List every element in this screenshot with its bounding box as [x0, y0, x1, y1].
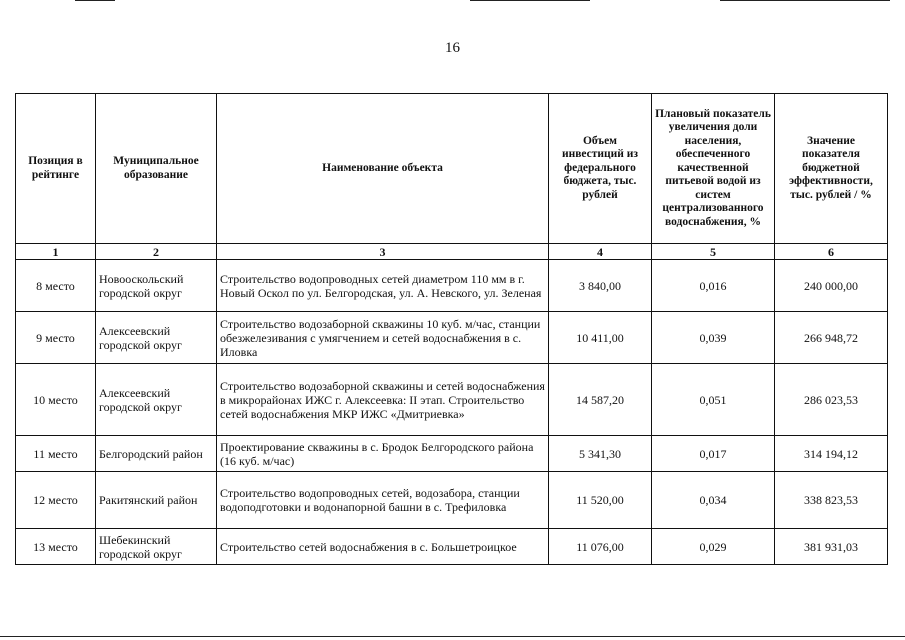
rating-table	[15, 93, 888, 565]
table-row	[16, 472, 888, 529]
column-number: 1	[16, 244, 96, 260]
top-edge-line-right	[720, 0, 890, 1]
top-edge-line-middle	[470, 0, 590, 1]
cell-object: Строительство водопроводных сетей диаметром 110 мм в г. Новый Оскол по ул. Белгородская, ул. А. Невского, ул. Зеленая	[217, 260, 549, 312]
page-number: 16	[445, 40, 460, 56]
table-row	[16, 260, 888, 312]
table-row	[16, 312, 888, 364]
cell-indicator: 0,039	[652, 312, 775, 364]
cell-efficiency: 381 931,03	[775, 529, 888, 565]
cell-municipality: Ракитянский район	[96, 472, 217, 529]
top-edge-line-left	[75, 0, 115, 1]
column-number: 4	[549, 244, 652, 260]
cell-object: Строительство сетей водоснабжения в с. Большетроицкое	[217, 529, 549, 565]
cell-investment: 5 341,30	[549, 436, 652, 472]
cell-object: Строительство водозаборной скважины и сетей водоснабжения в микрорайонах ИЖС г. Алексеевка: II этап. Строительство сетей водоснабжения МКР ИЖС «Дмитриевка»	[217, 364, 549, 436]
cell-investment: 3 840,00	[549, 260, 652, 312]
table-row	[16, 436, 888, 472]
cell-position: 9 место	[16, 312, 96, 364]
table-row	[16, 529, 888, 565]
cell-indicator: 0,016	[652, 260, 775, 312]
cell-efficiency: 266 948,72	[775, 312, 888, 364]
cell-municipality: Алексеевский городской округ	[96, 364, 217, 436]
cell-indicator: 0,017	[652, 436, 775, 472]
cell-position: 10 место	[16, 364, 96, 436]
header-indicator: Плановый показатель увеличения доли населения, обеспеченного качественной питьевой водой из систем централизованного водоснабжения, %	[652, 94, 775, 244]
cell-position: 12 место	[16, 472, 96, 529]
header-object: Наименование объекта	[217, 94, 549, 244]
table-header-row	[16, 94, 888, 244]
cell-indicator: 0,029	[652, 529, 775, 565]
cell-object: Проектирование скважины в с. Бродок Белгородского района (16 куб. м/час)	[217, 436, 549, 472]
cell-municipality: Шебекинский городской округ	[96, 529, 217, 565]
column-number: 5	[652, 244, 775, 260]
bottom-edge-line	[0, 636, 905, 637]
table-row	[16, 364, 888, 436]
cell-municipality: Белгородский район	[96, 436, 217, 472]
cell-object: Строительство водопроводных сетей, водозабора, станции водоподготовки и водонапорной башни в с. Трефиловка	[217, 472, 549, 529]
cell-indicator: 0,034	[652, 472, 775, 529]
cell-object: Строительство водозаборной скважины 10 куб. м/час, станции обезжелезивания с умягчением и сетей водоснабжения в с. Иловка	[217, 312, 549, 364]
cell-municipality: Алексеевский городской округ	[96, 312, 217, 364]
cell-efficiency: 314 194,12	[775, 436, 888, 472]
column-number: 6	[775, 244, 888, 260]
cell-position: 11 место	[16, 436, 96, 472]
cell-indicator: 0,051	[652, 364, 775, 436]
header-municipality: Муниципальное образование	[96, 94, 217, 244]
cell-position: 13 место	[16, 529, 96, 565]
cell-investment: 11 520,00	[549, 472, 652, 529]
cell-efficiency: 240 000,00	[775, 260, 888, 312]
cell-position: 8 место	[16, 260, 96, 312]
cell-efficiency: 338 823,53	[775, 472, 888, 529]
header-efficiency: Значение показателя бюджетной эффективности, тыс. рублей / %	[775, 94, 888, 244]
column-number-row	[16, 244, 888, 260]
cell-investment: 14 587,20	[549, 364, 652, 436]
column-number: 2	[96, 244, 217, 260]
header-investment: Объем инвестиций из федерального бюджета, тыс. рублей	[549, 94, 652, 244]
cell-municipality: Новооскольский городской округ	[96, 260, 217, 312]
cell-investment: 10 411,00	[549, 312, 652, 364]
cell-investment: 11 076,00	[549, 529, 652, 565]
cell-efficiency: 286 023,53	[775, 364, 888, 436]
header-position: Позиция в рейтинге	[16, 94, 96, 244]
column-number: 3	[217, 244, 549, 260]
